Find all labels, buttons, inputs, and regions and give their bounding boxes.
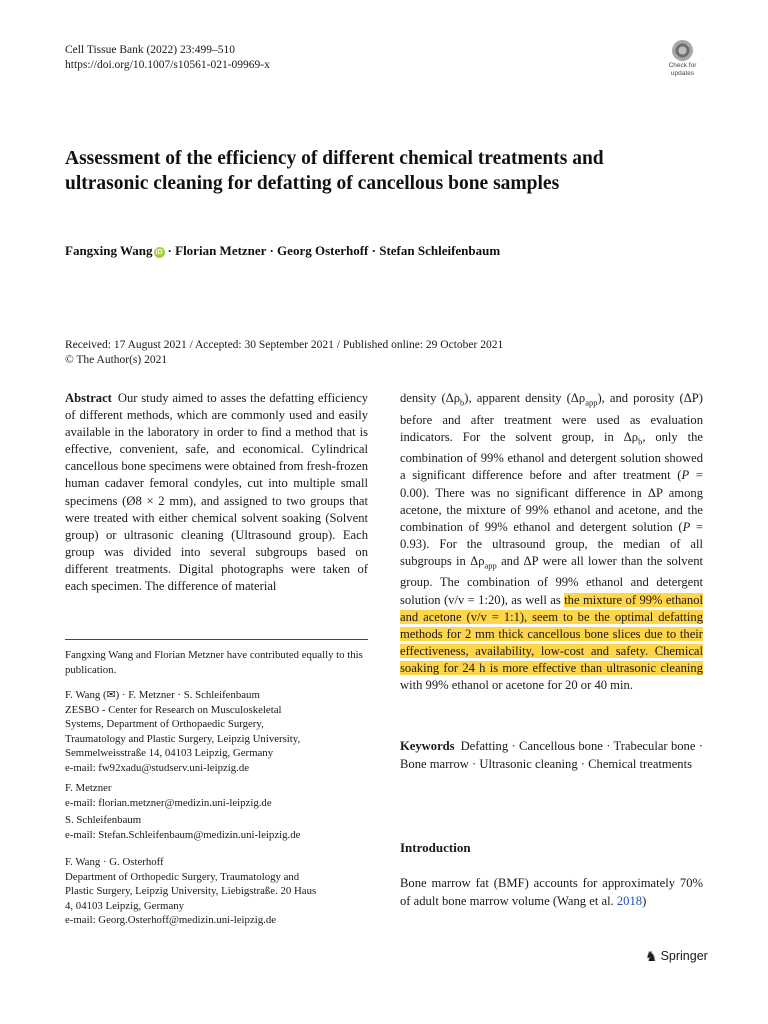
abstract-left-paragraph <box>65 390 368 595</box>
aff4-line: F. Wang · G. Osterhoff <box>65 856 164 868</box>
abstract-text: ), and porosity (ΔP) before and after treatment were used as evaluation indicators. For the solvent group, in Δρ <box>400 391 703 444</box>
abstract-label: Abstract <box>65 391 112 405</box>
abstract-text: with 99% ethanol or acetone for 20 or 40 min. <box>400 678 633 693</box>
introduction-heading: Introduction <box>400 840 471 855</box>
journal-citation: Cell Tissue Bank (2022) 23:499–510 <box>65 44 235 56</box>
springer-horse-icon: ♞ <box>645 948 658 964</box>
aff2-email[interactable]: e-mail: florian.metzner@medizin.uni-leipzig.de <box>65 796 272 809</box>
abstract-text: density (Δρ <box>400 391 461 405</box>
publication-dates <box>65 338 503 368</box>
aff1-line: Semmelweisstraße 14, 04103 Leipzig, Germany <box>65 747 274 759</box>
author-first[interactable]: Fangxing Wang <box>65 243 153 258</box>
aff4-email[interactable]: e-mail: Georg.Osterhoff@medizin.uni-leipzig.de <box>65 914 277 926</box>
intro-text: Bone marrow fat (BMF) accounts for approximately 70% of adult bone marrow volume (Wang et al. <box>400 876 703 908</box>
contribution-note: Fangxing Wang and Florian Metzner have contributed equally to this publication. <box>65 649 363 676</box>
keywords-list: Defatting · Cancellous bone · Trabecular bone · Bone marrow · Ultrasonic cleaning · Chemical treatments <box>400 739 703 771</box>
p-value-symbol: P <box>682 519 691 534</box>
copyright-line: © The Author(s) 2021 <box>65 354 168 366</box>
aff4-line: 4, 04103 Leipzig, Germany <box>65 899 185 912</box>
badge-text-line1: Check for <box>668 62 697 69</box>
abstract-right-paragraph <box>400 390 703 694</box>
affiliation-1 <box>65 688 368 775</box>
aff4-line: Department of Orthopedic Surgery, Traumatology and <box>65 870 300 883</box>
publisher-name: Springer <box>660 949 708 963</box>
aff1-line: ZESBO - Center for Research on Musculoskeletal <box>65 703 282 716</box>
affiliation-4 <box>65 855 368 928</box>
keywords-label: Keywords <box>400 739 455 753</box>
subscript-app: app <box>484 560 497 571</box>
abstract-right-column <box>400 390 703 694</box>
highlighted-text[interactable]: the mixture of 99% ethanol and acetone (v/v = 1:1), seem to be the optimal defatting methods for 2 mm thick cancellous bone slices due to their effectiveness, availability, low-cost and safety. Chemical soaking for 24 h is more effective than ultrasonic cleaning <box>400 592 703 675</box>
abstract-text: , only the combination of 99% ethanol and detergent solution showed a significant difference before and after treatment ( <box>400 429 703 483</box>
abstract-left-text: Our study aimed to asses the defatting efficiency of different methods, which are commonly used and easily available in the laboratory in order to find a method that is effective, convenient, safe, and economical. Cylindrical cancellous bone specimens were obtained from fresh-frozen human cadaver femoral condyles, cut into multiple small specimens (Ø8 × 2 mm), and assigned to two groups that were treated with either chemical solvent soaking (Solvent group) or ultrasonic cleaning (Ultrasound group). Each group was divided into several subgroups based on different treatments. Digital photographs were taken of each specimen. The difference of material <box>65 391 368 594</box>
introduction-paragraph <box>400 875 703 910</box>
abstract-text: and ΔP were all lower than the solvent group. The combination of 99% ethanol and detergent solution (v/v = 1:20), as well as <box>400 553 703 607</box>
p-value-symbol: P <box>681 468 690 483</box>
aff3-name: S. Schleifenbaum <box>65 814 142 826</box>
aff1-line: Systems, Department of Orthopaedic Surgery, <box>65 718 264 730</box>
intro-close: ) <box>642 893 647 908</box>
aff1-line: Traumatology and Plastic Surgery, Leipzig University, <box>65 732 301 745</box>
badge-text-line2: updates <box>670 70 695 77</box>
subscript-b: b <box>638 436 643 447</box>
keywords <box>400 737 703 773</box>
check-for-updates-badge[interactable] <box>661 40 704 80</box>
paper-title: Assessment of the efficiency of different chemical treatments and ultrasonic cleaning for defatting of cancellous bone samples <box>65 148 604 194</box>
footnote-divider <box>65 639 368 640</box>
dates-line: Received: 17 August 2021 / Accepted: 30 September 2021 / Published online: 29 October 2021 <box>65 339 504 351</box>
doi-link[interactable]: https://doi.org/10.1007/s10561-021-09969-x <box>65 59 270 71</box>
aff3-email[interactable]: e-mail: Stefan.Schleifenbaum@medizin.uni-leipzig.de <box>65 828 301 841</box>
aff2-name: F. Metzner <box>65 782 112 794</box>
aff1-line: F. Wang (✉) · F. Metzner · S. Schleifenbaum <box>65 689 260 701</box>
citation-link[interactable]: 2018 <box>616 893 643 908</box>
affiliation-3 <box>65 813 368 842</box>
subscript-b: b <box>460 397 465 408</box>
abstract-text: ), apparent density (Δρ <box>464 391 586 405</box>
aff4-line: Plastic Surgery, Leipzig University, Liebigstraße. 20 Haus <box>65 885 317 897</box>
abstract-text: = 0.00). There was no significant difference in ΔP among acetone, the mixture of 99% ethanol and acetone, and the combination of 99% ethanol and detergent solution ( <box>400 468 703 534</box>
abstract-text: = 0.93). For the ultrasound group, the median of all subgroups in Δρ <box>400 519 703 568</box>
author-list <box>65 243 500 259</box>
abstract-left-column <box>65 390 368 595</box>
subscript-app: app <box>585 397 598 408</box>
affiliation-2 <box>65 781 368 810</box>
orcid-icon[interactable]: iD <box>155 249 163 256</box>
author-rest: · Florian Metzner · Georg Osterhoff · Stefan Schleifenbaum <box>167 243 501 258</box>
aff1-email[interactable]: e-mail: fw92xadu@studserv.uni-leipzig.de <box>65 761 250 774</box>
publisher-logo <box>645 948 708 965</box>
check-updates-icon <box>672 40 693 61</box>
